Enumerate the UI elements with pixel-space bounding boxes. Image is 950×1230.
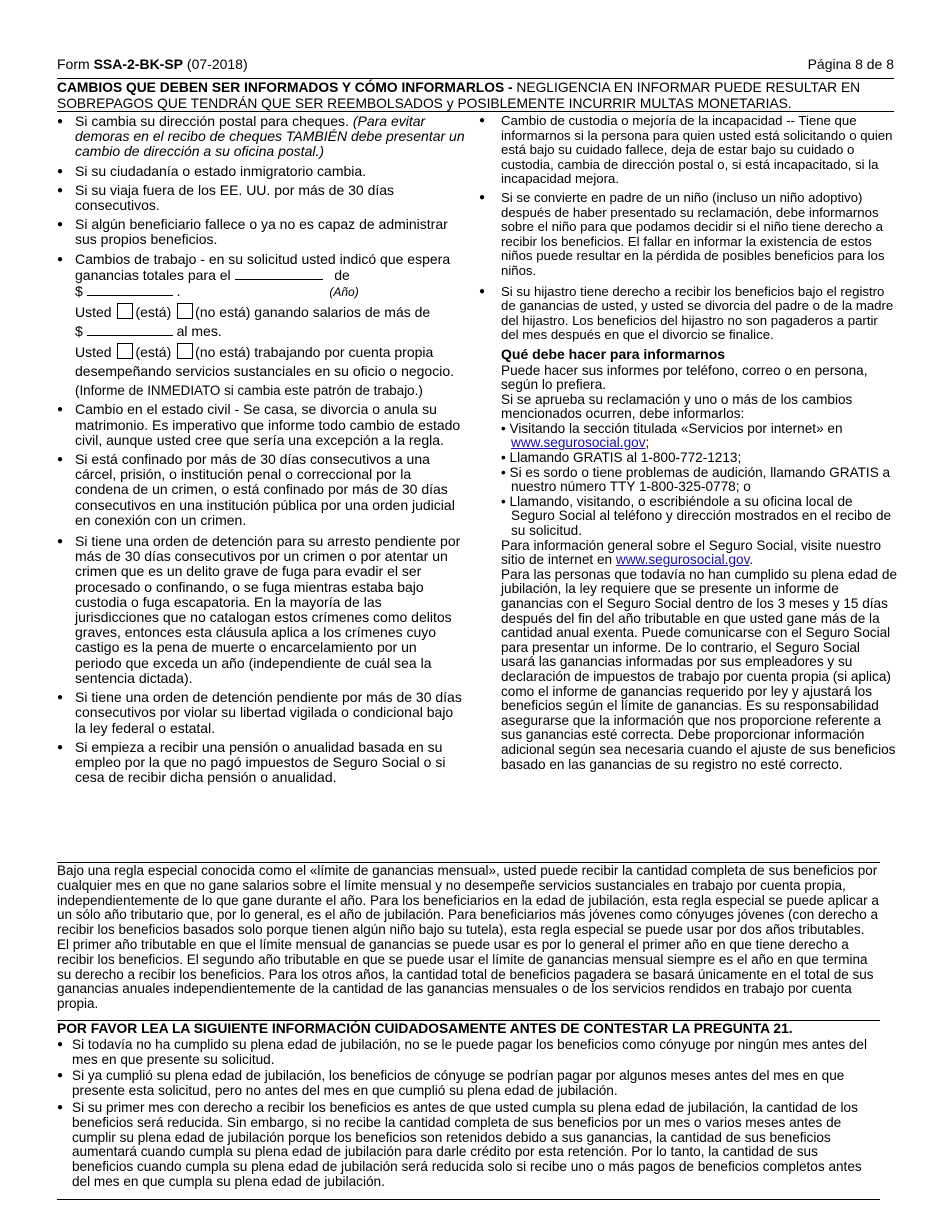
section-title [57, 78, 894, 111]
list-item: ● Si ya cumplió su plena edad de jubilación, los beneficios de cónyuge se podrían pagar por algunos meses antes del mes en que presente esta solicitud, pero no antes del mes en que cumplió su plena edad de jubilación. [57, 1069, 880, 1099]
year-field[interactable] [235, 267, 323, 280]
list-item: ● Si está confinado por más de 30 días consecutivos a una cárcel, prisión, o institución penal o correccional por la condena de un crimen, o está confinado por más de 30 días consecutivos en una institución pública por una orden judicial en conexión con un crimen. [57, 452, 467, 528]
list-item: ● Si su hijastro tiene derecho a recibir los beneficios bajo el registro de ganancias de usted, y usted se divorcia del padre o de la madre del hijastro. Los beneficios del hijastro no son pagaderos a partir del mes después en que el divorcio se finalice. [477, 285, 897, 343]
list-item: ● Cambio de custodia o mejoría de la incapacidad -- Tiene que informarnos si la persona para quien usted está solicitando o quien está bajo su cuidado fallece, deja de estar bajo su cuidado o custodia, cambia de dirección postal o, si está incapacitado, si la incapacidad mejora. [477, 114, 897, 187]
list-item: ● Si su primer mes con derecho a recibir los beneficios es antes de que usted cumpla su plena edad de jubilación, la cantidad de los beneficios será reducida. Sin embargo, si no recibe la cantidad completa de sus beneficios por un mes o varios meses antes de cumplir su plena edad de jubilación porque los beneficios son retenidos debido a sus ganancias, la cantidad de sus beneficios aumentará cuando cumpla su plena edad de jubilación para darle crédito por esta retención. Por lo tanto, la cantidad de sus beneficios cuando cumpla su plena edad de jubilación será reducida solo si recibe uno o más pagos de beneficios completos antes del mes en que cumpla su plena edad de jubilación. [57, 1101, 880, 1190]
list-item: ● Si cambia su dirección postal para cheques. (Para evitar demoras en el recibo de cheques TAMBIÉN debe presentar un cambio de dirección a su oficina postal.) [57, 114, 467, 160]
year-label: (Año) [329, 285, 359, 300]
left-column [57, 114, 467, 789]
form-date: (07-2018) [186, 56, 248, 72]
form-code: SSA-2-BK-SP [93, 56, 184, 72]
annual-earnings-field[interactable] [87, 283, 173, 296]
wages-no-checkbox[interactable] [177, 303, 193, 319]
wages-yes-checkbox[interactable] [117, 303, 133, 319]
list-item: ● Si tiene una orden de detención para su arresto pendiente por más de 30 días consecutivos por un crimen o por atentar un crimen que es un delito grave de fuga para evadir el ser procesado o confinando, o se fuga mientras estaba bajo custodia o fuga escapatoria. En la mayoría de las jurisdicciones que no catalogan estos crímenes como delitos graves, entonces esta cláusula aplica a los crímenes cuyo castigo es la pena de muerte o encarcelamiento por un periodo que exceda un año (independiente de cuál sea la sentencia dictada). [57, 534, 467, 686]
page-header [57, 56, 894, 72]
page-number: Página 8 de 8 [807, 56, 894, 72]
form-prefix: Form [57, 56, 90, 72]
self-employment-row: Usted (está) (no está) trabajando por cuenta propia desempeñando servicios sustanciales en su oficio o negocio. [75, 344, 455, 380]
ssa-website-link[interactable]: www.segurosocial.gov [615, 552, 750, 568]
list-item: ● Cambio en el estado civil - Se casa, se divorcia o anula su matrimonio. Es imperativo que informe todo cambio de estado civil, aunque usted cree que sería una excepción a la regla. [57, 402, 467, 448]
self-employment-no-checkbox[interactable] [177, 343, 193, 359]
self-employment-yes-checkbox[interactable] [117, 343, 133, 359]
list-item: ● Si todavía no ha cumplido su plena edad de jubilación, no se le puede pagar los beneficios como cónyuge por ningún mes antes del mes en que presente su solicitud. [57, 1038, 880, 1068]
monthly-wages-field[interactable] [87, 323, 173, 336]
list-item: ● Si su viaja fuera de los EE. UU. por más de 30 días consecutivos. [57, 183, 467, 213]
monthly-limit-rule: Bajo una regla especial conocida como el «límite de ganancias mensual», usted puede recibir la cantidad completa de sus beneficios por cualquier mes en que no gane salarios sobre el límite mensual y no desempeñe servicios sustanciales en trabajo por cuenta propia, independientemente de lo que gane durante el año. Para los beneficiarios en la edad de jubilación, esta regla especial se puede aplicar a un sólo año tributario que, por lo general, es el año de jubilación. Para beneficiarios más jóvenes como cónyuges jóvenes (con derecho a recibir los beneficios basados solo porque tienen algún niño bajo su tutela), esta regla especial se puede usar por dos años tributables. El primer año tributable en que el límite mensual de ganancias se puede usar es por lo general el primer año en que tiene derecho a recibir los beneficios. El segundo año tributable en que se puede usar el límite de ganancias mensual siempre es el año en que termina su derecho a recibir los beneficios. Para los otros años, la cantidad total de beneficios pagadera se basará únicamente en el total de sus ganancias anuales independientemente de la cantidad de las ganancias mensuales o de los servicios rendidos en trabajo por cuenta propia. [57, 863, 879, 1012]
list-item: ● Si tiene una orden de detención pendiente por más de 30 días consecutivos por violar su libertad vigilada o condicional bajo la ley federal o estatal. [57, 690, 467, 736]
read-carefully-section [57, 1022, 880, 1192]
section-title-rest: NEGLIGENCIA EN INFORMAR PUEDE RESULTAR EN SOBREPAGOS QUE TENDRÁN QUE SER REEMBOLSADOS y POSIBLEMENTE INCURRIR MULTAS MONETARIAS. [57, 80, 861, 111]
divider [57, 1199, 880, 1200]
how-to-report: Qué debe hacer para informarnos Puede hacer sus informes por teléfono, correo o en persona, según lo prefiera. Si se aprueba su reclamación y uno o más de los cambios mencionados ocurren, debe informarlos: • Visitando la sección titulada «Servicios por internet» en www.segurosocial.gov; • Llamando GRATIS al 1-800-772-1213; • Si es sordo o tiene problemas de audición, llamando GRATIS a nuestro número TTY 1-800-325-0778; o • Llamando, visitando, o escribiéndole a su oficina local de Seguro Social al teléfono y dirección mostrados en el recibo de su solicitud. Para información general sobre el Seguro Social, visite nuestro sitio de internet en www.segurosocial.gov. Para las personas que todavía no han cumplido su plena edad de jubilación, la ley requiere que se presente un informe de ganancias con el Seguro Social dentro de los 3 meses y 15 días después del fin del año tributable en que usted gane más de la cantidad anual exenta. Puede comunicarse con el Seguro Social para presentar un informe. De lo contrario, el Seguro Social usará las ganancias informadas por sus empleadores y su declaración de impuestos de trabajo por cuenta propia (si aplica) como el informe de ganancias requerido por ley y ajustará los beneficios según el límite de ganancias. Es su responsabilidad asegurarse que la información que nos proporcione referente a sus ganancias esté correcta. Debe proporcionar información adicional según sea necesaria cuando el ajuste de sus beneficios basado en las ganancias de su registro no esté correcto. [501, 345, 898, 772]
right-column [477, 114, 897, 772]
list-item: ● Si su ciudadanía o estado inmigratorio cambia. [57, 164, 467, 179]
report-note: (Informe de INMEDIATO si cambia este patrón de trabajo.) [75, 383, 423, 399]
list-item: ● Si empieza a recibir una pensión o anualidad basada en su empleo por la que no pagó impuestos de Seguro Social o si cesa de recibir dicha pensión o anualidad. [57, 740, 467, 786]
list-item: ● Si algún beneficiario fallece o ya no es capaz de administrar sus propios beneficios. [57, 217, 467, 247]
ssa-website-link[interactable]: www.segurosocial.gov [511, 435, 646, 451]
how-to-report-heading: Qué debe hacer para informarnos [501, 345, 726, 362]
section-title-bold: CAMBIOS QUE DEBEN SER INFORMADOS Y CÓMO INFORMARLOS - [57, 80, 513, 95]
read-heading: POR FAVOR LEA LA SIGUIENTE INFORMACIÓN CUIDADOSAMENTE ANTES DE CONTESTAR LA PREGUNTA 21. [57, 1021, 793, 1036]
list-item: ● Cambios de trabajo - en su solicitud usted indicó que espera ganancias totales para el de $ . (Año) Usted (está) (no está) ganando salarios de más de $ al mes. Usted (está) (no está) trabajando por cuenta propia desempeñando servicios sustanciales en su oficio o negocio. (Informe de INMEDIATO si cambia este patrón de trabajo.) [57, 252, 467, 399]
list-item: ● Si se convierte en padre de un niño (incluso un niño adoptivo) después de haber presentado su reclamación, debe informarnos sobre el niño para que podamos decidir si el niño tiene derecho a recibir los beneficios. El fallar en informar la existencia de estos niños puede resultar en la pérdida de posibles beneficios para los niños. [477, 191, 897, 279]
wages-row: Usted (está) (no está) ganando salarios de más de $ al mes. [75, 304, 431, 340]
changes-columns [57, 111, 898, 858]
